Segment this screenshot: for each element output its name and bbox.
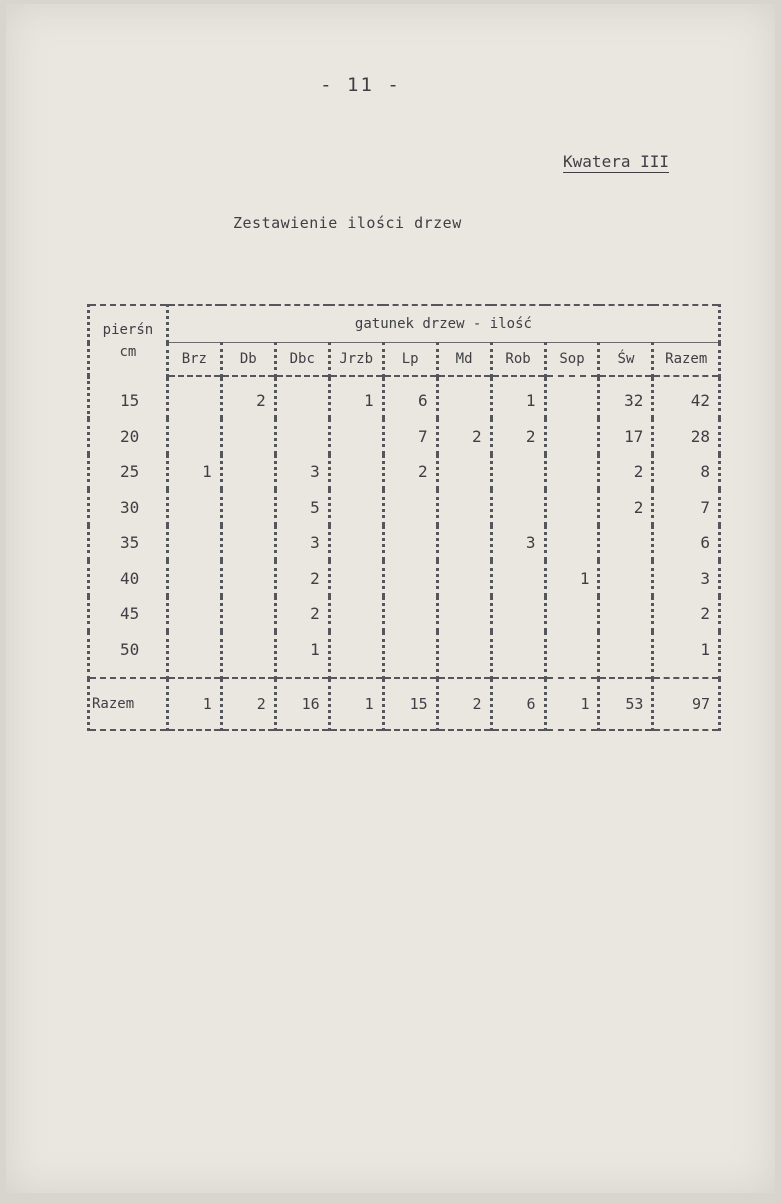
table-cell xyxy=(383,632,437,679)
table-cell xyxy=(599,632,653,679)
diameter-header-unit: cm xyxy=(119,344,137,360)
diameter-cell: 40 xyxy=(89,561,168,597)
table-cell xyxy=(221,596,275,632)
column-header: Md xyxy=(437,343,491,377)
species-header-row xyxy=(89,343,720,377)
diameter-cell: 15 xyxy=(89,376,168,419)
table-cell xyxy=(167,596,221,632)
diameter-cell: 45 xyxy=(89,596,168,632)
table-cell xyxy=(329,525,383,561)
table-cell xyxy=(221,525,275,561)
table-cell xyxy=(437,632,491,679)
table-cell: 28 xyxy=(653,419,720,455)
table-cell xyxy=(437,525,491,561)
table-cell: 3 xyxy=(491,525,545,561)
table-cell: 3 xyxy=(653,561,720,597)
table-cell: 6 xyxy=(383,376,437,419)
table-cell: 7 xyxy=(653,490,720,526)
column-header: Św xyxy=(599,343,653,377)
column-header: Db xyxy=(221,343,275,377)
table-cell xyxy=(383,525,437,561)
table-cell: 1 xyxy=(329,376,383,419)
table-cell xyxy=(599,596,653,632)
table-cell xyxy=(437,376,491,419)
table-cell: 2 xyxy=(653,596,720,632)
table-cell xyxy=(275,376,329,419)
table-cell: 8 xyxy=(653,454,720,490)
table-cell: 1 xyxy=(275,632,329,679)
tree-count-table xyxy=(87,304,721,731)
table-cell xyxy=(383,561,437,597)
table-cell: 2 xyxy=(437,419,491,455)
table-cell: 2 xyxy=(599,490,653,526)
table-cell xyxy=(545,490,599,526)
table-cell xyxy=(329,561,383,597)
table-cell xyxy=(329,454,383,490)
diameter-cell: 20 xyxy=(89,419,168,455)
table-cell xyxy=(491,632,545,679)
table-cell: 7 xyxy=(383,419,437,455)
table-cell xyxy=(329,419,383,455)
table-cell xyxy=(221,454,275,490)
table-row xyxy=(89,376,720,419)
diameter-header xyxy=(89,305,168,376)
table-cell xyxy=(221,419,275,455)
table-cell xyxy=(167,632,221,679)
table-cell xyxy=(599,561,653,597)
table-cell: 1 xyxy=(167,454,221,490)
table-cell: 5 xyxy=(275,490,329,526)
table-cell xyxy=(221,490,275,526)
column-header: Razem xyxy=(653,343,720,377)
table-cell: 1 xyxy=(545,561,599,597)
total-row xyxy=(89,678,720,730)
table-cell: 42 xyxy=(653,376,720,419)
table-cell: 3 xyxy=(275,525,329,561)
table-row xyxy=(89,561,720,597)
page-number: - 11 - xyxy=(320,74,401,96)
table-cell xyxy=(167,525,221,561)
document-page xyxy=(6,4,775,1193)
diameter-header-label: pierśn xyxy=(102,322,154,338)
table-cell: 15 xyxy=(383,678,437,730)
table-cell: 1 xyxy=(491,376,545,419)
column-header: Lp xyxy=(383,343,437,377)
table-cell: 2 xyxy=(383,454,437,490)
table-cell xyxy=(545,632,599,679)
table-cell: 1 xyxy=(167,678,221,730)
table-cell xyxy=(491,596,545,632)
table-row xyxy=(89,632,720,679)
species-group-header: gatunek drzew - ilość xyxy=(167,305,719,343)
table-cell: 3 xyxy=(275,454,329,490)
table-cell: 53 xyxy=(599,678,653,730)
diameter-cell: 35 xyxy=(89,525,168,561)
table-cell xyxy=(545,596,599,632)
column-header: Jrzb xyxy=(329,343,383,377)
table-cell xyxy=(599,525,653,561)
table-cell: 2 xyxy=(275,596,329,632)
total-label: Razem xyxy=(89,678,168,730)
table-cell: 32 xyxy=(599,376,653,419)
document-title: Zestawienie ilości drzew xyxy=(233,214,462,232)
table-cell xyxy=(221,561,275,597)
table-cell xyxy=(437,561,491,597)
table-cell xyxy=(167,561,221,597)
diameter-cell: 30 xyxy=(89,490,168,526)
table-cell: 1 xyxy=(329,678,383,730)
column-header: Sop xyxy=(545,343,599,377)
table-cell: 17 xyxy=(599,419,653,455)
table-cell xyxy=(221,632,275,679)
table-cell: 16 xyxy=(275,678,329,730)
diameter-cell: 50 xyxy=(89,632,168,679)
column-header: Brz xyxy=(167,343,221,377)
table-cell xyxy=(437,596,491,632)
table-cell: 1 xyxy=(545,678,599,730)
table-cell: 2 xyxy=(491,419,545,455)
table-cell xyxy=(329,490,383,526)
column-header: Dbc xyxy=(275,343,329,377)
table-cell xyxy=(545,419,599,455)
column-header: Rob xyxy=(491,343,545,377)
table-row xyxy=(89,525,720,561)
table-row xyxy=(89,596,720,632)
table-cell: 2 xyxy=(275,561,329,597)
diameter-cell: 25 xyxy=(89,454,168,490)
table-cell xyxy=(491,561,545,597)
table-cell: 2 xyxy=(221,376,275,419)
table-cell: 2 xyxy=(437,678,491,730)
table-cell xyxy=(437,490,491,526)
table-cell: 2 xyxy=(221,678,275,730)
table-cell xyxy=(167,490,221,526)
table-cell: 1 xyxy=(653,632,720,679)
table-cell: 6 xyxy=(653,525,720,561)
table-cell xyxy=(383,596,437,632)
section-title: Kwatera III xyxy=(563,152,669,171)
table-cell xyxy=(437,454,491,490)
table-cell xyxy=(545,454,599,490)
table-cell xyxy=(167,376,221,419)
table-row xyxy=(89,419,720,455)
table-cell xyxy=(275,419,329,455)
table-cell xyxy=(329,632,383,679)
table-row xyxy=(89,454,720,490)
table-cell xyxy=(545,525,599,561)
table-cell xyxy=(491,454,545,490)
table-cell xyxy=(491,490,545,526)
table-cell xyxy=(167,419,221,455)
table-row xyxy=(89,490,720,526)
table-cell: 6 xyxy=(491,678,545,730)
table-cell: 2 xyxy=(599,454,653,490)
table-cell: 97 xyxy=(653,678,720,730)
table-cell xyxy=(383,490,437,526)
table-cell xyxy=(545,376,599,419)
table-cell xyxy=(329,596,383,632)
